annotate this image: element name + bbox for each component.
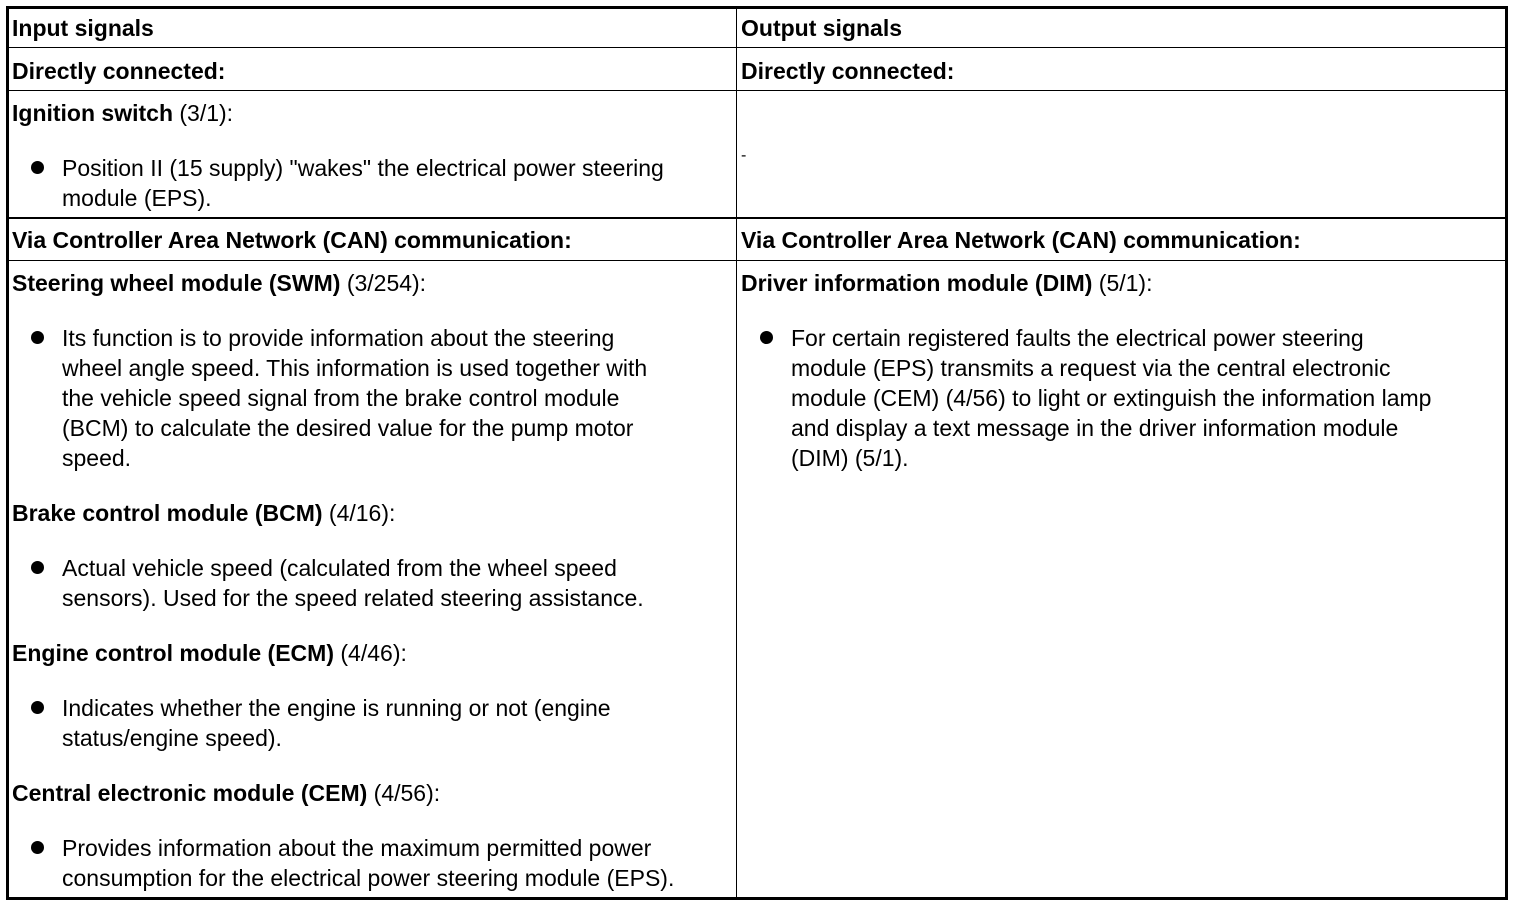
bullet-text xyxy=(62,153,664,213)
module-code: (3/254): xyxy=(346,270,427,296)
directly-connected-heading-right: Directly connected: xyxy=(741,58,955,84)
module-code: (5/1): xyxy=(1098,270,1153,296)
bullet-icon xyxy=(31,701,44,714)
can-heading-right: Via Controller Area Network (CAN) communication: xyxy=(741,227,1301,253)
bullet-line: Indicates whether the engine is running or not (engine xyxy=(62,695,611,721)
bullet-icon xyxy=(31,841,44,854)
bullet-line: (BCM) to calculate the desired value for the pump motor xyxy=(62,415,634,441)
can-heading-left: Via Controller Area Network (CAN) communication: xyxy=(12,227,572,253)
module-title xyxy=(12,98,233,128)
bullet-line: the vehicle speed signal from the brake control module xyxy=(62,385,620,411)
bullet-icon xyxy=(31,161,44,174)
module-title xyxy=(12,778,440,808)
directly-connected-heading-left: Directly connected: xyxy=(12,58,226,84)
header-input-signals: Input signals xyxy=(12,15,154,41)
bullet-line: Its function is to provide information about the steering xyxy=(62,325,615,351)
module-name: Steering wheel module (SWM) xyxy=(12,270,341,296)
row-divider xyxy=(9,90,1505,91)
module-code: (4/16): xyxy=(328,500,396,526)
module-title xyxy=(741,268,1152,298)
row-divider xyxy=(9,217,1505,219)
bullet-icon xyxy=(31,331,44,344)
bullet-line: Position II (15 supply) "wakes" the electrical power steering xyxy=(62,155,664,181)
bullet-line: and display a text message in the driver information module xyxy=(791,415,1399,441)
bullet-text xyxy=(62,323,647,473)
bullet-text xyxy=(62,833,674,893)
bullet-icon xyxy=(760,331,773,344)
module-title xyxy=(12,268,426,298)
bullet-line: sensors). Used for the speed related steering assistance. xyxy=(62,585,644,611)
module-name: Brake control module (BCM) xyxy=(12,500,323,526)
bullet-icon xyxy=(31,561,44,574)
bullet-line: For certain registered faults the electrical power steering xyxy=(791,325,1364,351)
bullet-line: module (EPS). xyxy=(62,185,212,211)
signals-table xyxy=(6,6,1508,900)
header-output-signals: Output signals xyxy=(741,15,902,41)
module-name: Central electronic module (CEM) xyxy=(12,780,368,806)
module-title xyxy=(12,638,407,668)
module-code: (4/56): xyxy=(373,780,441,806)
module-name: Driver information module (DIM) xyxy=(741,270,1093,296)
bullet-line: (DIM) (5/1). xyxy=(791,445,909,471)
module-name: Engine control module (ECM) xyxy=(12,640,334,666)
module-code: (3/1): xyxy=(179,100,234,126)
row-divider xyxy=(9,47,1505,48)
bullet-line: Provides information about the maximum permitted power xyxy=(62,835,652,861)
bullet-line: status/engine speed). xyxy=(62,725,282,751)
bullet-text xyxy=(62,553,644,613)
bullet-text xyxy=(62,693,611,753)
module-title xyxy=(12,498,395,528)
bullet-text xyxy=(791,323,1431,473)
row-divider xyxy=(9,260,1505,261)
bullet-line: Actual vehicle speed (calculated from the wheel speed xyxy=(62,555,617,581)
column-divider xyxy=(736,9,737,897)
bullet-line: speed. xyxy=(62,445,132,471)
bullet-line: module (CEM) (4/56) to light or extinguish the information lamp xyxy=(791,385,1432,411)
module-name: Ignition switch xyxy=(12,100,173,126)
module-code: (4/46): xyxy=(340,640,407,666)
bullet-line: module (EPS) transmits a request via the central electronic xyxy=(791,355,1391,381)
bullet-line: consumption for the electrical power steering module (EPS). xyxy=(62,865,675,891)
bullet-line: wheel angle speed. This information is used together with xyxy=(62,355,648,381)
output-none: - xyxy=(741,147,747,164)
